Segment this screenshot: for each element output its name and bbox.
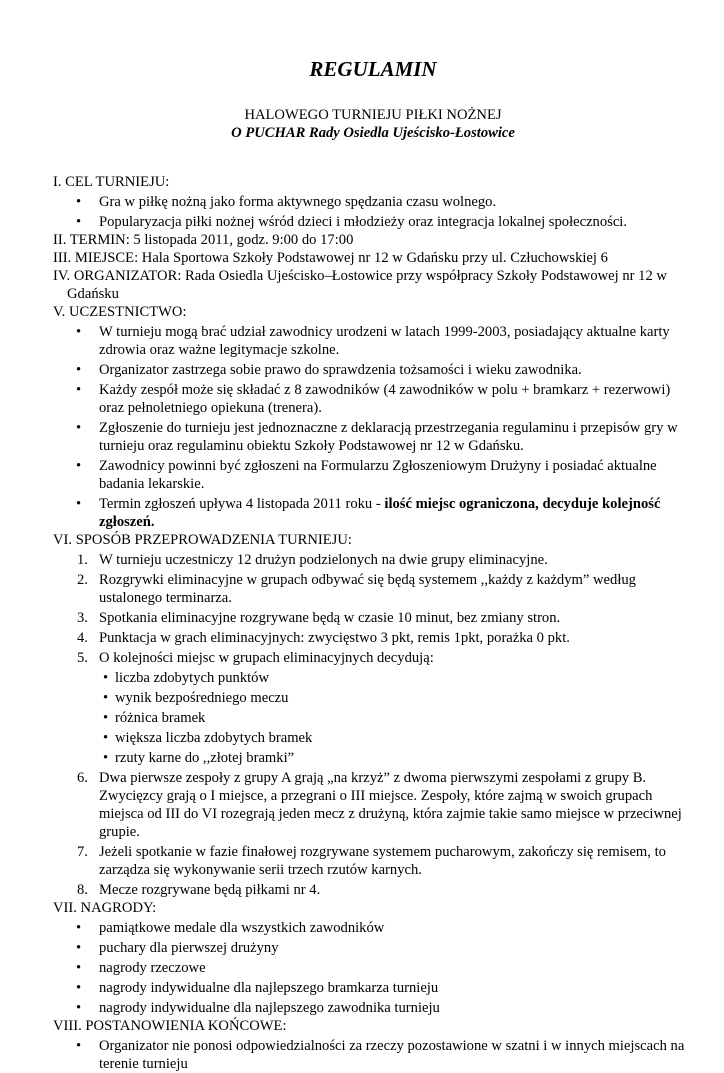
item-text: Dwa pierwsze zespoły z grupy A grają „na krzyż” z dwoma pierwszymi zespołami z grupy B. Zwycięzcy grają o I miejsce, a przegrani o III miejsce. Zespoły, które zajmą w swoich grupach miejsca od III do VI rozegrają jeden mecz z drużyną, która zajmie takie samo miejsce w przeciwnej grupie.	[99, 770, 682, 840]
list-item: • Każdy zespół może się składać z 8 zawodników (4 zawodników w polu + bramkarz + rezerwowi) oraz pełnoletniego opiekuna (trenera).	[53, 381, 693, 417]
document-subtitle: HALOWEGO TURNIEJU PIŁKI NOŻNEJ	[244, 107, 502, 123]
list-item: • Organizator zastrzega sobie prawo do sprawdzenia tożsamości i wieku zawodnika.	[53, 361, 693, 379]
section-place: III. MIEJSCE: Hala Sportowa Szkoły Podstawowej nr 12 w Gdańsku przy ul. Człuchowskiej 6	[53, 250, 608, 266]
item-number: 4.	[77, 630, 88, 646]
section-heading-final: VIII. POSTANOWIENIA KOŃCOWE:	[53, 1018, 287, 1034]
numbered-item	[53, 649, 693, 767]
criteria-item: • rzuty karne do ,,złotej bramki”	[99, 749, 693, 767]
item-text: Punktacja w grach eliminacyjnych: zwycięstwo 3 pkt, remis 1pkt, porażka 0 pkt.	[99, 630, 570, 646]
document-title: REGULAMIN	[309, 57, 437, 81]
list-item: • nagrody rzeczowe	[53, 959, 693, 977]
list-item: • Gra w piłkę nożną jako forma aktywnego spędzania czasu wolnego.	[53, 193, 693, 211]
procedure-list	[53, 551, 693, 899]
list-item: • Zgłoszenie do turnieju jest jednoznaczne z deklaracją przestrzegania regulaminu i przepisów gry w turnieju oraz regulaminu obiektu Szkoły Podstawowej nr 12 w Gdańsku.	[53, 419, 693, 455]
numbered-item	[53, 551, 693, 569]
criteria-item: • wynik bezpośredniego meczu	[99, 689, 693, 707]
list-item: • pamiątkowe medale dla wszystkich zawodników	[53, 919, 693, 937]
list-item: • puchary dla pierwszej drużyny	[53, 939, 693, 957]
item-number: 2.	[77, 572, 88, 588]
item-text: Spotkania eliminacyjne rozgrywane będą w czasie 10 minut, bez zmiany stron.	[99, 610, 561, 626]
item-text: O kolejności miejsc w grupach eliminacyjnych decydują:	[99, 650, 434, 666]
item-text: W turnieju uczestniczy 12 drużyn podzielonych na dwie grupy eliminacyjne.	[99, 552, 548, 568]
section-organizer: IV. ORGANIZATOR: Rada Osiedla Ujeścisko–Łostowice przy współpracy Szkoły Podstawowej nr 12 w Gdańsku	[53, 268, 667, 302]
ranking-criteria-list	[99, 669, 693, 767]
criteria-item: • różnica bramek	[99, 709, 693, 727]
numbered-item	[53, 881, 693, 899]
list-item: • nagrody indywidualne dla najlepszego zawodnika turnieju	[53, 999, 693, 1017]
numbered-item	[53, 843, 693, 879]
list-item-deadline	[53, 495, 693, 531]
section-heading-participation: V. UCZESTNICTWO:	[53, 304, 187, 320]
numbered-item	[53, 609, 693, 627]
participation-list	[53, 323, 693, 531]
criteria-item: • większa liczba zdobytych bramek	[99, 729, 693, 747]
goal-list	[53, 193, 693, 231]
item-number: 1.	[77, 552, 88, 568]
item-number: 7.	[77, 844, 88, 860]
item-number: 5.	[77, 650, 88, 666]
numbered-item	[53, 571, 693, 607]
item-number: 3.	[77, 610, 88, 626]
item-number: 8.	[77, 882, 88, 898]
list-item: • W turnieju mogą brać udział zawodnicy urodzeni w latach 1999-2003, posiadający aktualne karty zdrowia oraz ważne legitymacje szkolne.	[53, 323, 693, 359]
deadline-text: Termin zgłoszeń upływa 4 listopada 2011 roku -	[99, 496, 385, 512]
deadline-note: ilość miejsc ograniczona, decyduje kolejność zgłoszeń.	[99, 496, 661, 530]
section-heading-awards: VII. NAGRODY:	[53, 900, 157, 916]
numbered-item	[53, 769, 693, 841]
document-body	[53, 173, 693, 1073]
section-heading-goal: I. CEL TURNIEJU:	[53, 174, 170, 190]
item-text: Mecze rozgrywane będą piłkami nr 4.	[99, 882, 321, 898]
list-item: • Organizator nie ponosi odpowiedzialności za rzeczy pozostawione w szatni i w innych miejscach na terenie turnieju	[53, 1037, 693, 1073]
list-item: • Popularyzacja piłki nożnej wśród dzieci i młodzieży oraz integracja lokalnej społeczności.	[53, 213, 693, 231]
list-item: • nagrody indywidualne dla najlepszego bramkarza turnieju	[53, 979, 693, 997]
section-date: II. TERMIN: 5 listopada 2011, godz. 9:00 do 17:00	[53, 232, 354, 248]
item-number: 6.	[77, 770, 88, 786]
criteria-item: • liczba zdobytych punktów	[99, 669, 693, 687]
item-text: Jeżeli spotkanie w fazie finałowej rozgrywane systemem pucharowym, zakończy się remisem, to zarządza się wykonywanie serii trzech rzutów karnych.	[99, 844, 666, 878]
numbered-item	[53, 629, 693, 647]
document-subtitle-cup: O PUCHAR Rady Osiedla Ujeścisko-Łostowice	[231, 125, 515, 141]
awards-list	[53, 919, 693, 1017]
list-item: • Zawodnicy powinni być zgłoszeni na Formularzu Zgłoszeniowym Drużyny i posiadać aktualne badania lekarskie.	[53, 457, 693, 493]
section-heading-procedure: VI. SPOSÓB PRZEPROWADZENIA TURNIEJU:	[53, 532, 352, 548]
item-text: Rozgrywki eliminacyjne w grupach odbywać się będą systemem ,,każdy z każdym” według ustalonego terminarza.	[99, 572, 636, 606]
final-provisions-list	[53, 1037, 693, 1073]
